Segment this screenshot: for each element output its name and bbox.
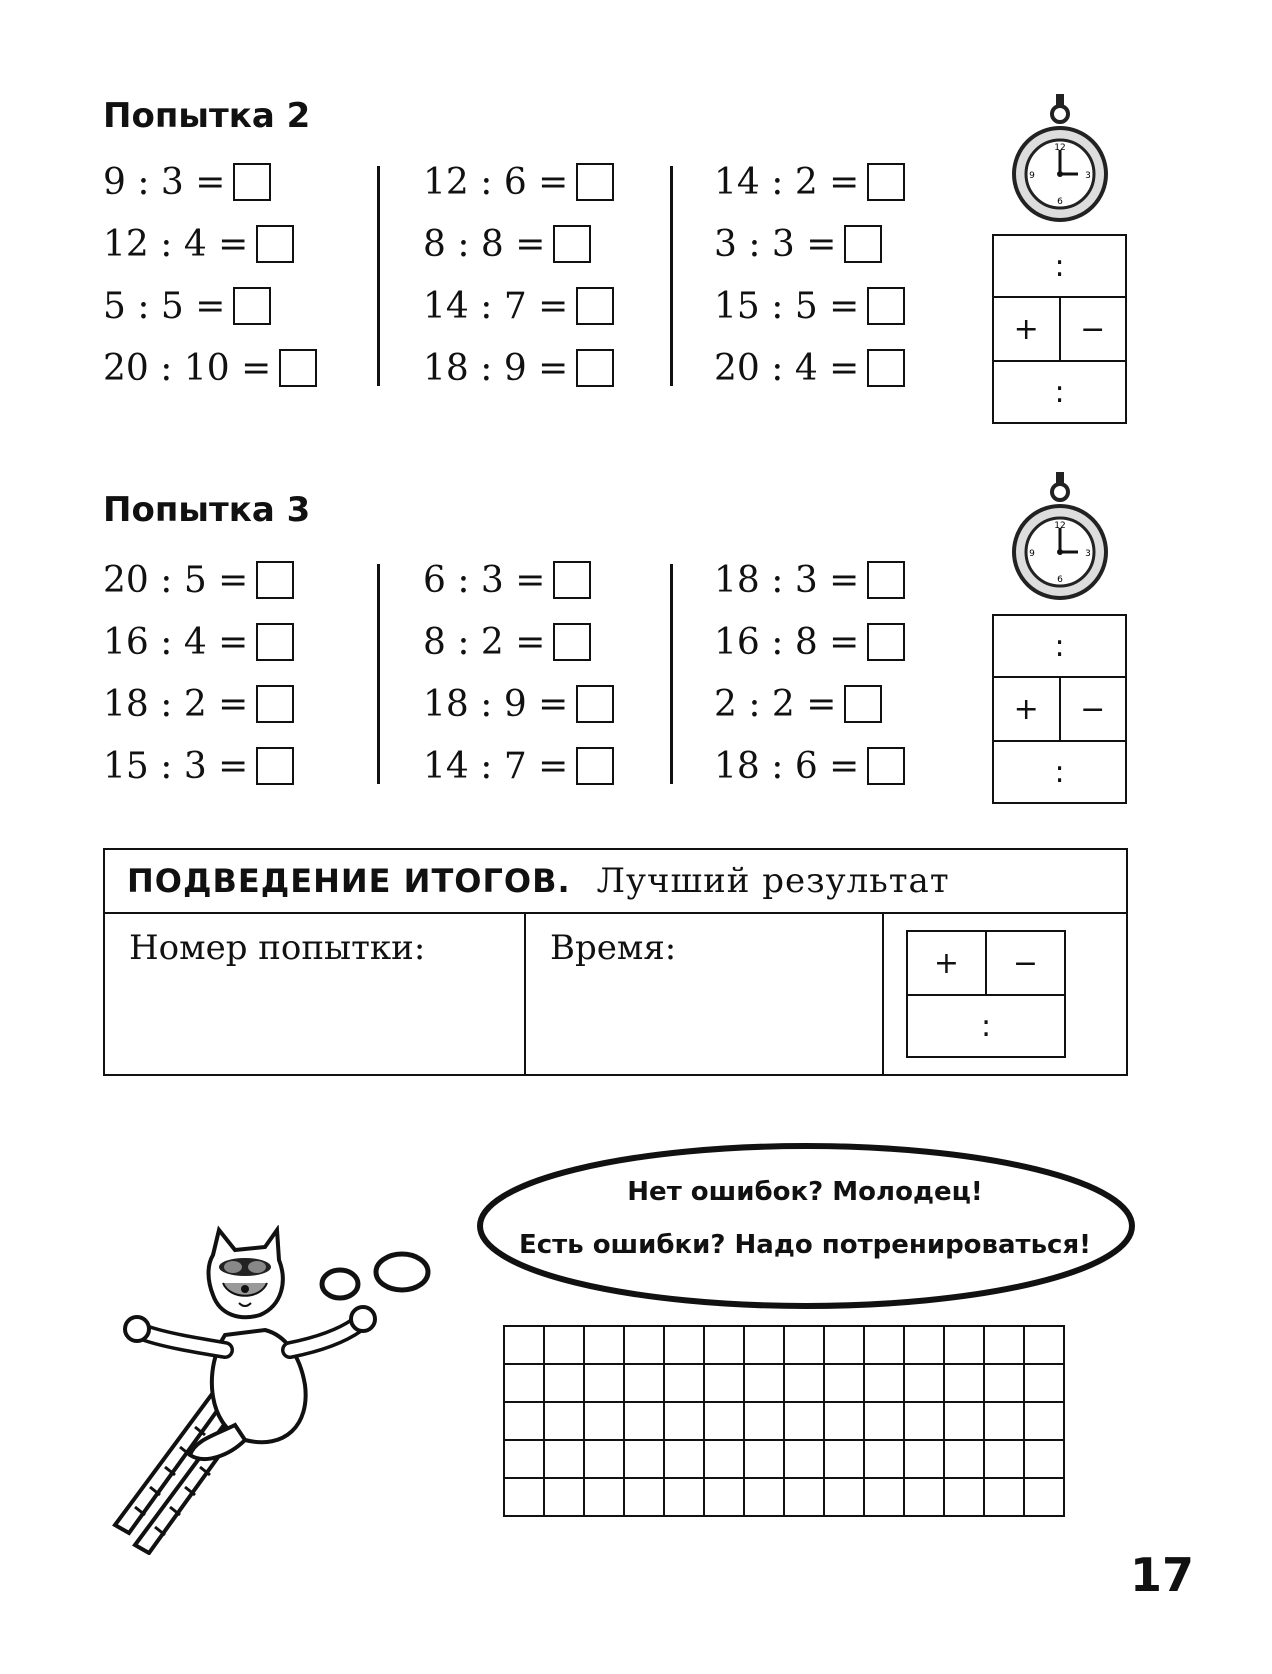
tally-minus[interactable]: − xyxy=(985,932,1064,994)
answer-box[interactable] xyxy=(279,349,317,387)
answer-box[interactable] xyxy=(576,287,614,325)
svg-text:6: 6 xyxy=(1057,575,1063,585)
tally-box xyxy=(992,614,1127,804)
tally-bottom: : xyxy=(1054,374,1065,410)
tally-bottom: : xyxy=(1054,754,1065,790)
answer-box[interactable] xyxy=(867,623,905,661)
exercise: 8 : 2 = xyxy=(423,618,614,666)
svg-text:3: 3 xyxy=(1085,549,1091,559)
svg-text:12: 12 xyxy=(1054,521,1066,531)
answer-box[interactable] xyxy=(233,163,271,201)
exercise: 6 : 3 = xyxy=(423,556,614,604)
tally-plus[interactable]: + xyxy=(933,945,960,981)
exercise: 3 : 3 = xyxy=(714,220,905,268)
summary-tally-cell xyxy=(884,914,1126,1074)
summary-heading: ПОДВЕДЕНИЕ ИТОГОВ. xyxy=(127,862,571,900)
exercise: 18 : 2 = xyxy=(103,680,294,728)
answer-grid[interactable] xyxy=(503,1325,1065,1517)
answer-box[interactable] xyxy=(844,685,882,723)
tally-minus[interactable]: − xyxy=(1059,298,1126,360)
attempt-2-title: Попытка 2 xyxy=(103,96,311,136)
answer-box[interactable] xyxy=(233,287,271,325)
exercise: 2 : 2 = xyxy=(714,680,905,728)
summary-body xyxy=(105,914,1126,1074)
svg-text:6: 6 xyxy=(1057,197,1063,207)
svg-text:9: 9 xyxy=(1029,171,1035,181)
attempt-3-title: Попытка 3 xyxy=(103,490,311,530)
answer-box[interactable] xyxy=(256,225,294,263)
exercise: 20 : 10 = xyxy=(103,344,317,392)
summary-subheading: Лучший результат xyxy=(596,861,950,901)
tally-bottom: : xyxy=(980,1008,992,1044)
answer-box[interactable] xyxy=(553,623,591,661)
summary-table xyxy=(103,848,1128,1076)
exercise: 15 : 3 = xyxy=(103,742,294,790)
stopwatch-icon xyxy=(1010,470,1110,600)
exercise: 15 : 5 = xyxy=(714,282,905,330)
tally-box xyxy=(906,930,1066,1058)
tally-plus[interactable]: + xyxy=(1013,311,1039,347)
answer-box[interactable] xyxy=(576,747,614,785)
answer-box[interactable] xyxy=(256,685,294,723)
exercise: 12 : 6 = xyxy=(423,158,614,206)
tally-middle xyxy=(908,932,1064,996)
answer-box[interactable] xyxy=(844,225,882,263)
exercise: 18 : 9 = xyxy=(423,680,614,728)
exercise: 14 : 7 = xyxy=(423,742,614,790)
answer-box[interactable] xyxy=(867,349,905,387)
tally-top: : xyxy=(994,616,1125,678)
answer-box[interactable] xyxy=(576,349,614,387)
tally-top: : xyxy=(994,236,1125,298)
exercise: 5 : 5 = xyxy=(103,282,317,330)
answer-box[interactable] xyxy=(867,747,905,785)
answer-box[interactable] xyxy=(553,225,591,263)
skiing-cat-illustration xyxy=(95,1225,395,1555)
attempt-2-column-3 xyxy=(714,158,905,392)
exercise: 18 : 9 = xyxy=(423,344,614,392)
tally-minus[interactable]: − xyxy=(1059,678,1126,740)
exercise: 8 : 8 = xyxy=(423,220,614,268)
answer-box[interactable] xyxy=(576,163,614,201)
column-divider xyxy=(377,166,380,386)
exercise: 20 : 5 = xyxy=(103,556,294,604)
page-number: 17 xyxy=(1130,1548,1195,1602)
column-divider xyxy=(670,564,673,784)
answer-box[interactable] xyxy=(256,623,294,661)
bubble-line-2: Есть ошибки? Надо потренироваться! xyxy=(518,1230,1092,1260)
attempt-3-column-3 xyxy=(714,556,905,790)
answer-box[interactable] xyxy=(576,685,614,723)
exercise: 16 : 8 = xyxy=(714,618,905,666)
exercise: 18 : 6 = xyxy=(714,742,905,790)
column-divider xyxy=(377,564,380,784)
exercise: 9 : 3 = xyxy=(103,158,317,206)
tally-middle xyxy=(994,678,1125,742)
summary-header xyxy=(105,850,1126,914)
answer-box[interactable] xyxy=(867,561,905,599)
svg-text:3: 3 xyxy=(1085,171,1091,181)
tally-box xyxy=(992,234,1127,424)
exercise: 14 : 7 = xyxy=(423,282,614,330)
svg-text:9: 9 xyxy=(1029,549,1035,559)
attempt-2-column-1 xyxy=(103,158,317,392)
answer-box[interactable] xyxy=(867,287,905,325)
column-divider xyxy=(670,166,673,386)
tally-plus[interactable]: + xyxy=(1013,691,1039,727)
bubble-line-1: Нет ошибок? Молодец! xyxy=(627,1177,983,1207)
answer-box[interactable] xyxy=(256,561,294,599)
attempt-3-column-2 xyxy=(423,556,614,790)
answer-box[interactable] xyxy=(867,163,905,201)
answer-box[interactable] xyxy=(256,747,294,785)
svg-text:12: 12 xyxy=(1054,143,1066,153)
exercise: 16 : 4 = xyxy=(103,618,294,666)
tally-middle xyxy=(994,298,1125,362)
stopwatch-icon xyxy=(1010,92,1110,222)
attempt-3-column-1 xyxy=(103,556,294,790)
exercise: 18 : 3 = xyxy=(714,556,905,604)
attempt-number-cell[interactable]: Номер попытки: xyxy=(105,914,526,1074)
time-cell[interactable]: Время: xyxy=(526,914,884,1074)
exercise: 20 : 4 = xyxy=(714,344,905,392)
attempt-2-column-2 xyxy=(423,158,614,392)
answer-box[interactable] xyxy=(553,561,591,599)
exercise: 12 : 4 = xyxy=(103,220,317,268)
exercise: 14 : 2 = xyxy=(714,158,905,206)
